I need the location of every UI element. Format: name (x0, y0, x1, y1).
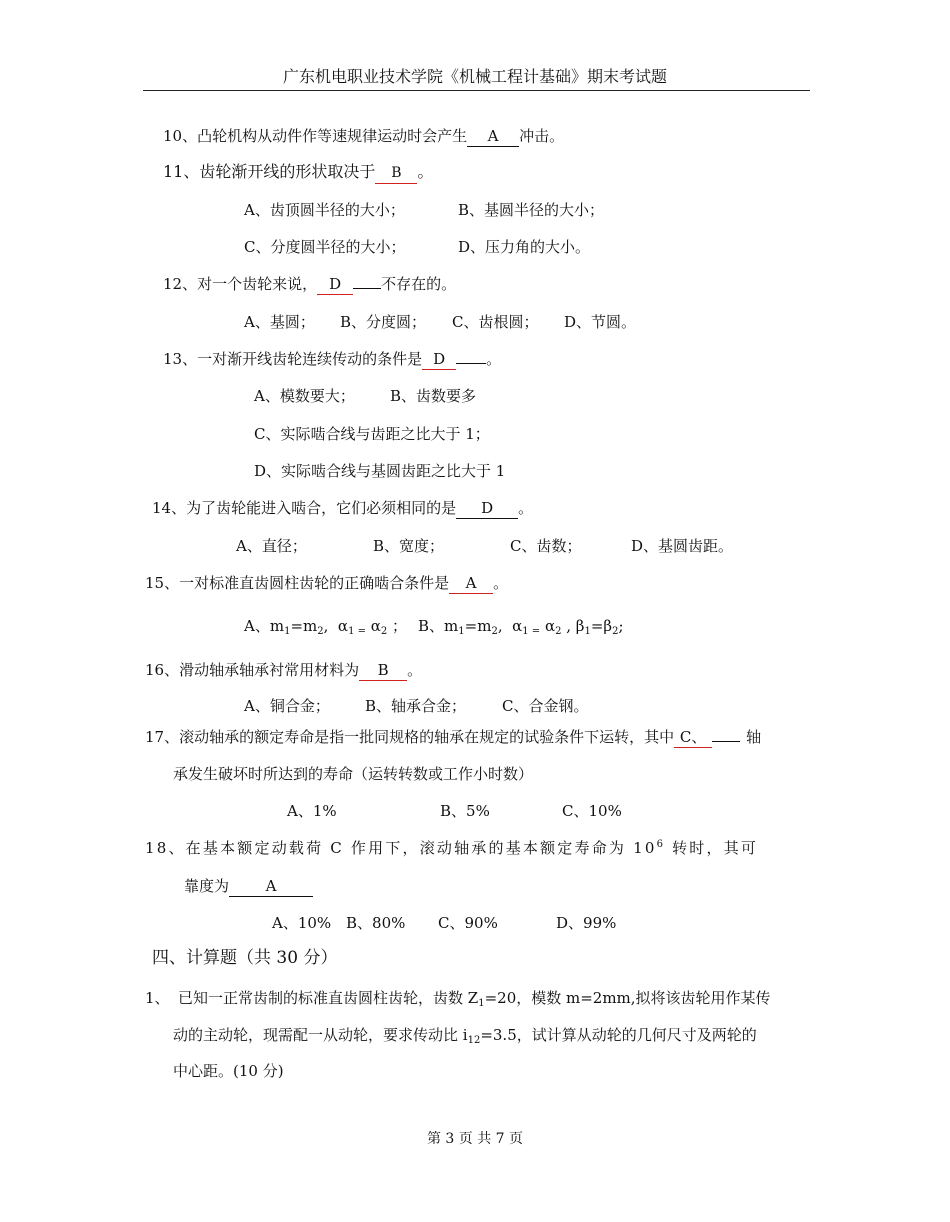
q13-option-b: B、齿数要多 (390, 387, 477, 405)
q14-option-a: A、直径； (236, 537, 307, 555)
q11-option-d: D、压力角的大小。 (458, 238, 591, 256)
q14-option-d: D、基圆齿距。 (631, 537, 734, 555)
q12-answer: D (317, 274, 353, 295)
q12-text: 12、对一个齿轮来说， (163, 275, 318, 293)
page-footer: 第 3 页 共 7 页 (426, 1131, 524, 1147)
question-12 (163, 274, 456, 295)
q18-text: 18、在基本额定动载荷 C 作用下，滚动轴承的基本额定寿命为 10 (145, 839, 657, 857)
calc1-line1-text: 已知一正常齿制的标准直齿圆柱齿轮，齿数 Z (178, 989, 479, 1007)
q17-option-a: A、1% (287, 802, 337, 820)
q18-option-b: B、80% (346, 914, 406, 932)
q16-text-after: 。 (407, 661, 423, 679)
q14-text: 14、为了齿轮能进入啮合，它们必须相同的是 (152, 499, 457, 517)
q10-text: 10、凸轮机构从动件作等速规律运动时会产生 (163, 127, 468, 145)
q18-option-d: D、99% (556, 914, 617, 932)
question-17 (145, 727, 761, 748)
q15-option-a-label: A、 (244, 617, 270, 635)
q16-option-a: A、铜合金； (244, 697, 330, 715)
question-16 (145, 660, 422, 681)
q15-option-a: A、$m_1=m_2$, $\alpha_{1 =}$ $\alpha_2$ ； (244, 617, 408, 637)
q10-answer: A (487, 127, 499, 145)
q17-line-2: 承发生破坏时所达到的寿命（运转转数或工作小时数） (173, 765, 534, 783)
q14-option-b: B、宽度； (373, 537, 445, 555)
q13-option-c: C、实际啮合线与齿距之比大于 1； (254, 425, 490, 443)
q15-answer: A (449, 573, 493, 594)
q18-line2-text: 靠度为 (184, 877, 230, 895)
question-15 (145, 573, 508, 594)
q16-option-c: C、合金钢。 (502, 697, 589, 715)
q11-option-b: B、基圆半径的大小； (458, 201, 605, 219)
q13-answer: D (422, 349, 456, 370)
section-title: 四、计算题（共 30 分） (152, 948, 338, 968)
q17-text: 17、滚动轴承的额定寿命是指一批同规格的轴承在规定的试验条件下运转，其中 (145, 728, 675, 746)
q18-exponent: 6 (656, 839, 666, 850)
question-13 (163, 349, 501, 370)
q16-option-b: B、轴承合金； (365, 697, 467, 715)
q10-text-after: 冲击。 (519, 127, 565, 145)
calc1-line2-sub: 12 (467, 1035, 481, 1046)
q17-answer: C、 (674, 727, 712, 748)
calc-question-1-line-3: 中心距。(10 分) (173, 1062, 284, 1080)
q12-option-d: D、节圆。 (564, 313, 637, 331)
q18-answer-blank (229, 876, 313, 897)
header-rule (143, 90, 810, 91)
q18-text-after: 转时，其可 (672, 839, 759, 857)
q14-answer: D (481, 499, 494, 517)
q14-answer-blank (456, 498, 518, 519)
q12-option-c: C、齿根圆； (452, 313, 539, 331)
q15-text-after: 。 (493, 574, 509, 592)
q15-option-b: B、$m_1=m_2$, $\alpha_{1 =}$ $\alpha_2$ , $\beta_1=\beta_2$; (418, 617, 624, 637)
q16-text: 16、滑动轴承轴承衬常用材料为 (145, 661, 360, 679)
q12-blank-tail (353, 288, 381, 289)
q17-blank-tail (712, 741, 740, 742)
q15-option-b-label: B、 (418, 617, 445, 635)
q13-blank-tail (456, 363, 486, 364)
q16-answer: B (359, 660, 407, 681)
q14-text-after: 。 (518, 499, 534, 517)
calc1-line2-text: 动的主动轮，现需配一从动轮，要求传动比 i (173, 1026, 468, 1044)
q12-option-b: B、分度圆； (340, 313, 427, 331)
q12-text-after: 不存在的。 (381, 275, 457, 293)
calc-question-1-line-1 (178, 988, 771, 1008)
question-11 (163, 162, 433, 184)
q18-line-2 (184, 876, 313, 897)
q18-option-a: A、10% (272, 914, 332, 932)
calc1-line1-after: =20，模数 m=2mm,拟将该齿轮用作某传 (484, 989, 771, 1007)
calc-question-1-line-2 (173, 1025, 757, 1045)
q15-text: 15、一对标准直齿圆柱齿轮的正确啮合条件是 (145, 574, 450, 592)
question-18 (145, 838, 758, 858)
calc1-line2-after: =3.5，试计算从动轮的几何尺寸及两轮的 (480, 1026, 757, 1044)
q18-answer: A (265, 877, 277, 895)
calc1-line1-sub: 1 (478, 998, 485, 1009)
q17-text-after: 轴 (746, 728, 762, 746)
q13-option-d: D、实际啮合线与基圆齿距之比大于 1 (254, 462, 506, 480)
q13-option-a: A、模数要大； (254, 387, 355, 405)
question-14 (152, 498, 533, 519)
q11-text: 11、齿轮渐开线的形状取决于 (163, 162, 376, 181)
q11-answer: B (375, 163, 417, 184)
q12-option-a: A、基圆； (244, 313, 315, 331)
q11-option-a: A、齿顶圆半径的大小； (244, 201, 405, 219)
q13-text-after: 。 (486, 350, 502, 368)
q18-option-c: C、90% (438, 914, 498, 932)
q17-option-c: C、10% (562, 802, 622, 820)
q11-option-c: C、分度圆半径的大小； (244, 238, 406, 256)
calc-question-1-number: 1、 (145, 989, 170, 1007)
q11-text-after: 。 (417, 162, 434, 181)
q14-option-c: C、齿数； (510, 537, 582, 555)
q17-option-b: B、5% (440, 802, 490, 820)
question-10 (163, 126, 564, 147)
q10-answer-blank (467, 126, 519, 147)
page-header-title: 广东机电职业技术学院《机械工程计基础》期末考试题 (282, 67, 667, 86)
q13-text: 13、一对渐开线齿轮连续传动的条件是 (163, 350, 423, 368)
